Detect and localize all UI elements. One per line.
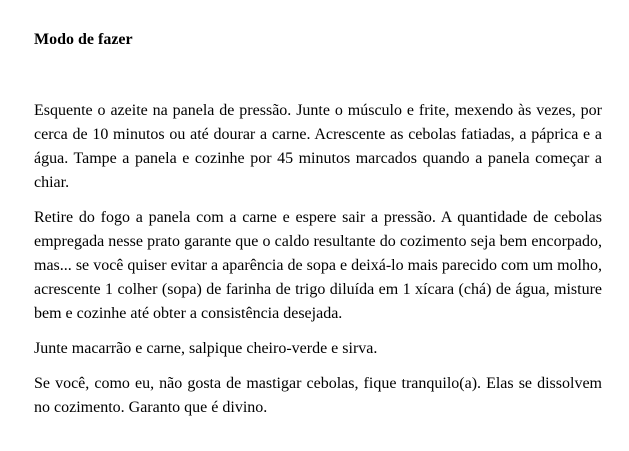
paragraph-3: Junte macarrão e carne, salpique cheiro-verde e sirva. bbox=[34, 340, 378, 357]
paragraph-2: Retire do fogo a panela com a carne e espere sair a pressão. A quantidade de cebolas empregada nesse prato garante que o caldo resultante do cozimento seja bem encorpado, mas... se você quiser evitar a aparência de sopa e deixá-lo mais parecido com um molho, acrescente 1 colher (sopa) de farinha de trigo diluída em 1 xícara (chá) de água, misture bem e cozinhe até obter a consistência desejada. bbox=[34, 209, 602, 322]
document-page bbox=[34, 28, 602, 431]
paragraph-1: Esquente o azeite na panela de pressão. Junte o músculo e frite, mexendo às vezes, por cerca de 10 minutos ou até dourar a carne. Acrescente as cebolas fatiadas, a páprica e a água. Tampe a panela e cozinhe por 45 minutos marcados quando a panela começar a chiar. bbox=[34, 102, 602, 191]
section-heading: Modo de fazer bbox=[34, 31, 133, 48]
paragraph-4: Se você, como eu, não gosta de mastigar cebolas, fique tranquilo(a). Elas se dissolvem no cozimento. Garanto que é divino. bbox=[34, 375, 602, 416]
